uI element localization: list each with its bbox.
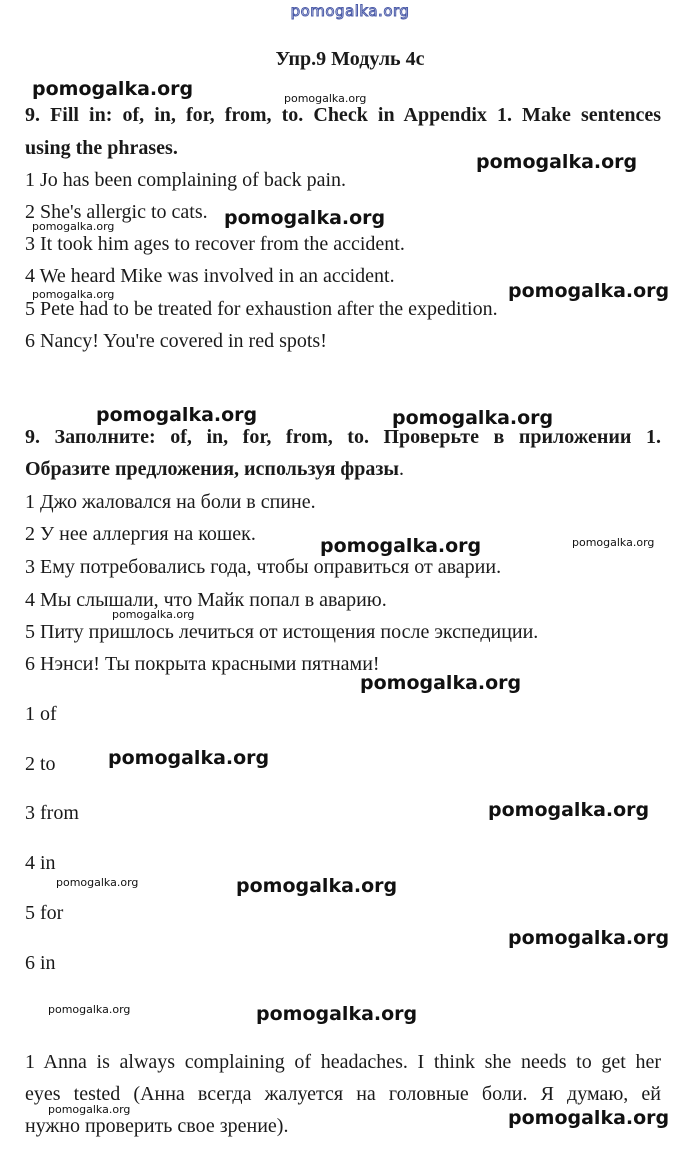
task-en-sentence-1: 1 Jo has been complaining of back pain. <box>25 169 347 191</box>
task-ru-heading-line1: 9. Заполните: of, in, for, from, to. Проверьте в приложении 1. <box>25 426 661 448</box>
example-line-3: нужно проверить свое зрение). <box>25 1115 289 1137</box>
watermark: pomogalka.org <box>508 1107 670 1129</box>
watermark: pomogalka.org <box>112 608 195 621</box>
watermark: pomogalka.org <box>256 1003 418 1025</box>
page-title: Упр.9 Модуль 4с <box>275 48 425 70</box>
task-ru-sentence-6: 6 Нэнси! Ты покрыта красными пятнами! <box>25 653 380 675</box>
task-en-sentence-5: 5 Pete had to be treated for exhaustion after the expedition. <box>25 298 498 320</box>
watermark: pomogalka.org <box>96 404 258 426</box>
answer-6: 6 in <box>25 952 56 974</box>
task-ru-heading-line2 <box>25 457 404 481</box>
task-ru-heading-line2-period: . <box>399 458 405 480</box>
site-header-logo: pomogalka.org <box>290 2 410 20</box>
watermark: pomogalka.org <box>392 407 554 429</box>
watermark: pomogalka.org <box>32 288 115 301</box>
task-ru-sentence-1: 1 Джо жаловался на боли в спине. <box>25 491 316 513</box>
watermark: pomogalka.org <box>320 535 482 557</box>
watermark: pomogalka.org <box>236 875 398 897</box>
watermark: pomogalka.org <box>32 78 194 100</box>
task-en-sentence-3: 3 It took him ages to recover from the accident. <box>25 233 405 255</box>
watermark: pomogalka.org <box>108 747 270 769</box>
task-en-heading-line1: 9. Fill in: of, in, for, from, to. Check in Appendix 1. Make sentences <box>25 104 661 126</box>
watermark: pomogalka.org <box>284 92 367 105</box>
watermark: pomogalka.org <box>572 536 655 549</box>
task-ru-sentence-5: 5 Питу пришлось лечиться от истощения после экспедиции. <box>25 621 539 643</box>
task-ru-sentence-3: 3 Ему потребовались года, чтобы оправиться от аварии. <box>25 556 502 578</box>
watermark: pomogalka.org <box>508 280 670 302</box>
watermark: pomogalka.org <box>224 207 386 229</box>
watermark: pomogalka.org <box>508 927 670 949</box>
watermark: pomogalka.org <box>48 1103 131 1116</box>
task-ru-sentence-4: 4 Мы слышали, что Майк попал в аварию. <box>25 589 387 611</box>
watermark: pomogalka.org <box>56 876 139 889</box>
task-en-sentence-4: 4 We heard Mike was involved in an accident. <box>25 265 395 287</box>
example-line-1: 1 Anna is always complaining of headaches. I think she needs to get her <box>25 1051 661 1073</box>
task-en-sentence-2: 2 She's allergic to cats. <box>25 201 208 223</box>
answer-2: 2 to <box>25 753 56 775</box>
task-en-heading-line2: using the phrases. <box>25 137 178 159</box>
answer-4: 4 in <box>25 852 56 874</box>
example-line-2: eyes tested (Анна всегда жалуется на головные боли. Я думаю, ей <box>25 1083 661 1105</box>
task-en-sentence-6: 6 Nancy! You're covered in red spots! <box>25 330 327 352</box>
watermark: pomogalka.org <box>32 220 115 233</box>
watermark: pomogalka.org <box>488 799 650 821</box>
task-ru-sentence-2: 2 У нее аллергия на кошек. <box>25 523 256 545</box>
answer-3: 3 from <box>25 802 79 824</box>
watermark: pomogalka.org <box>476 151 638 173</box>
task-ru-heading-line2-text: Образите предложения, используя фразы <box>25 458 400 480</box>
answer-5: 5 for <box>25 902 64 924</box>
watermark: pomogalka.org <box>360 672 522 694</box>
answer-1: 1 of <box>25 703 57 725</box>
watermark: pomogalka.org <box>48 1003 131 1016</box>
